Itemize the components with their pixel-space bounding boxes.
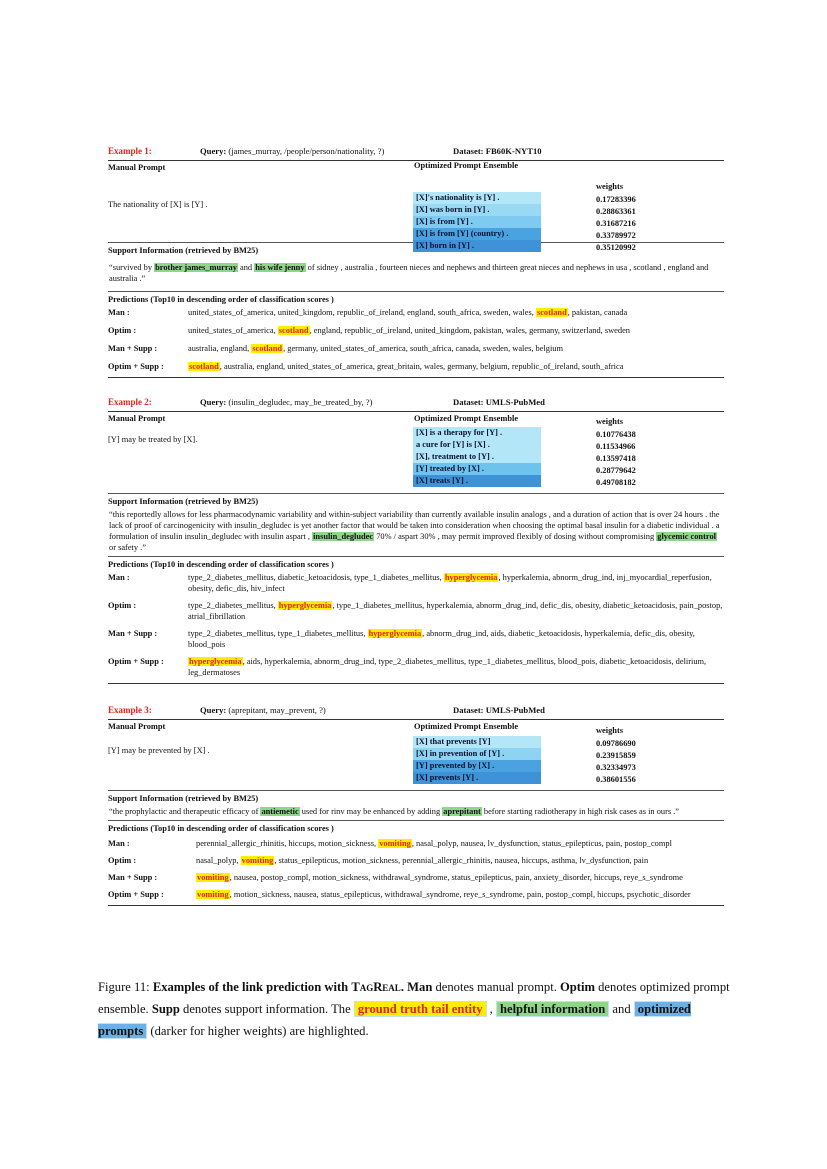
support-label: Support Information (retrieved by BM25)	[108, 497, 259, 506]
prompt: [X] is from [Y] (country) .	[413, 228, 541, 240]
weights-list	[596, 194, 636, 254]
prompt: [X] treats [Y] .	[413, 475, 541, 487]
prompt: [Y] prevented by [X] .	[413, 760, 541, 772]
legend-optimized-prompts: optimized prompts	[98, 1002, 691, 1038]
ope-label: Optimized Prompt Ensemble	[414, 722, 519, 731]
weight-value: 0.11534966	[596, 442, 636, 451]
model-name: TagReal	[351, 980, 401, 994]
example-1	[108, 146, 724, 378]
weight-value: 0.32334973	[596, 763, 636, 772]
support-text: “this reportedly allows for less pharmacodynamic variability and within-subject variability than currently available insulin analogs , and a duration of action that is over 24 hours . the lack of proof of carcinogenicity with insulin_degludec is yet another factor that would be taken into consideration when choosing the optimal basal insulin for a diabetic individual . a formulation of insulin insulin_degludec with insulin aspart , insulin_degludec 70% / aspart 30% , may permit improved flexibly of dosing without compromising glycemic control or safety .”	[109, 510, 720, 552]
weights-label: weights	[596, 726, 623, 735]
manual-prompt: The nationality of [X] is [Y] .	[108, 200, 208, 209]
prompt-list	[413, 736, 541, 784]
prediction-row: Optim + Supp : vomiting, motion_sickness, nausea, status_epilepticus, withdrawal_syndrome, reye_s_syndrome, pain, postop_compl, hiccups, psychotic_disorder	[108, 890, 691, 899]
example-2	[108, 397, 724, 684]
prediction-row: Man : perennial_allergic_rhinitis, hiccups, motion_sickness, vomiting, nasal_polyp, nausea, lv_dysfunction, status_epilepticus, pain, postop_compl	[108, 839, 672, 848]
predictions-label: Predictions (Top10 in descending order of classification scores )	[108, 824, 334, 833]
prompt-list	[413, 427, 541, 487]
example-3	[108, 705, 724, 906]
prediction-row: Optim + Supp : hyperglycemia, aids, hyperkalemia, abnorm_drug_ind, type_2_diabetes_mellitus, type_1_diabetes_mellitus, blood_pois, diabetic_ketoacidosis, delirium, leg_dermatoses	[108, 657, 707, 677]
weight-value: 0.17283396	[596, 195, 636, 204]
prompt: [X] that prevents [Y]	[413, 736, 541, 748]
prompt: [X] is from [Y] .	[413, 216, 541, 228]
weight-value: 0.09786690	[596, 739, 636, 748]
prompt: [X] was born in [Y] .	[413, 204, 541, 216]
manual-prompt-label: Manual Prompt	[108, 414, 166, 423]
dataset: Dataset: UMLS-PubMed	[453, 705, 545, 715]
ope-label: Optimized Prompt Ensemble	[414, 161, 519, 170]
manual-prompt: [Y] may be prevented by [X] .	[108, 746, 210, 755]
prompt: [X]'s nationality is [Y] .	[413, 192, 541, 204]
legend-helpful-info: helpful information	[496, 1001, 609, 1017]
weight-value: 0.23915859	[596, 751, 636, 760]
weight-value: 0.38601556	[596, 775, 636, 784]
prediction-row: Optim : united_states_of_america, scotland, england, republic_of_ireland, united_kingdom, pakistan, wales, germany, switzerland, sweden	[108, 326, 630, 335]
support-text: “survived by brother james_murray and his wife jenny of sidney , australia , fourteen nieces and nephews and thirteen great nieces and nephews in usa , scotland , england and australia .”	[109, 263, 709, 283]
manual-prompt: [Y] may be treated by [X].	[108, 435, 198, 444]
weight-value: 0.33789972	[596, 231, 636, 240]
prediction-row: Man : type_2_diabetes_mellitus, diabetic_ketoacidosis, type_1_diabetes_mellitus, hyperglycemia, hyperkalemia, abnorm_drug_ind, inj_myocardial_reperfusion, obesity, defic_dis, hiv_infect	[108, 573, 712, 593]
weight-value: 0.49708182	[596, 478, 636, 487]
weight-value: 0.10776438	[596, 430, 636, 439]
prompt: [Y] treated by [X] .	[413, 463, 541, 475]
prompt: a cure for [Y] is [X] .	[413, 439, 541, 451]
prediction-row: Optim : type_2_diabetes_mellitus, hyperglycemia, type_1_diabetes_mellitus, hyperkalemia, abnorm_drug_ind, defic_dis, obesity, diabetic_ketoacidosis, pain_postop, atrial_fibrillation	[108, 601, 723, 621]
example-title: Example 3:	[108, 705, 152, 715]
support-label: Support Information (retrieved by BM25)	[108, 246, 259, 255]
prompt-list	[413, 192, 541, 252]
weight-value: 0.13597418	[596, 454, 636, 463]
example-title: Example 2:	[108, 397, 152, 407]
prediction-row: Optim : nasal_polyp, vomiting, status_epilepticus, motion_sickness, perennial_allergic_rhinitis, nausea, hiccups, asthma, lv_dysfunction, pain	[108, 856, 649, 865]
figure-caption: Figure 11: Examples of the link prediction with TagReal. Man denotes manual prompt. Optim denotes optimized prompt ensemble. Supp denotes support information. The ground truth tail entity , helpful information and optimized prompts (darker for higher weights) are highlighted.	[98, 980, 730, 1038]
figure-number: Figure 11:	[98, 980, 150, 994]
support-label: Support Information (retrieved by BM25)	[108, 794, 259, 803]
predictions-label: Predictions (Top10 in descending order of classification scores )	[108, 295, 334, 304]
weight-value: 0.35120992	[596, 243, 636, 252]
manual-prompt-label: Manual Prompt	[108, 163, 166, 172]
ope-label: Optimized Prompt Ensemble	[414, 414, 519, 423]
prediction-row: Optim + Supp : scotland, australia, england, united_states_of_america, great_britain, wales, germany, belgium, republic_of_ireland, south_africa	[108, 362, 624, 371]
prompt: [X] in prevention of [Y] .	[413, 748, 541, 760]
prompt: [X], treatment to [Y] .	[413, 451, 541, 463]
legend-ground-truth: ground truth tail entity	[354, 1001, 487, 1017]
example-title: Example 1:	[108, 146, 152, 156]
weights-list	[596, 738, 636, 786]
support-text: “the prophylactic and therapeutic efficacy of antiemetic used for rinv may be enhanced by adding aprepitant before starting radiotherapy in high risk cases as in ours .”	[109, 807, 680, 816]
weight-value: 0.28779642	[596, 466, 636, 475]
predictions-label: Predictions (Top10 in descending order of classification scores )	[108, 560, 334, 569]
manual-prompt-label: Manual Prompt	[108, 722, 166, 731]
prompt: [X] prevents [Y] .	[413, 772, 541, 784]
query: Query: (aprepitant, may_prevent, ?)	[200, 705, 326, 715]
prediction-row: Man + Supp : vomiting, nausea, postop_compl, motion_sickness, withdrawal_syndrome, status_epilepticus, pain, anxiety_disorder, hiccups, reye_s_syndrome	[108, 873, 683, 882]
caption-lead: Examples of the link prediction with TagReal.	[152, 980, 404, 994]
prediction-row: Man + Supp : australia, england, scotland, germany, united_states_of_america, south_africa, canada, sweden, wales, belgium	[108, 344, 563, 353]
prediction-row: Man + Supp : type_2_diabetes_mellitus, type_1_diabetes_mellitus, hyperglycemia, abnorm_drug_ind, aids, diabetic_ketoacidosis, hyperkalemia, defic_dis, obesity, blood_pois	[108, 629, 695, 649]
query: Query: (james_murray, /people/person/nationality, ?)	[200, 146, 385, 156]
prompt: [X] born in [Y] .	[413, 240, 541, 252]
prompt: [X] is a therapy for [Y] .	[413, 427, 541, 439]
dataset: Dataset: UMLS-PubMed	[453, 397, 545, 407]
weights-label: weights	[596, 417, 623, 426]
weights-label: weights	[596, 182, 623, 191]
dataset: Dataset: FB60K-NYT10	[453, 146, 542, 156]
prediction-row: Man : united_states_of_america, united_kingdom, republic_of_ireland, england, south_africa, sweden, wales, scotland, pakistan, canada	[108, 308, 628, 317]
weight-value: 0.28863361	[596, 207, 636, 216]
query: Query: (insulin_degludec, may_be_treated_by, ?)	[200, 397, 373, 407]
weight-value: 0.31687216	[596, 219, 636, 228]
weights-list	[596, 429, 636, 489]
